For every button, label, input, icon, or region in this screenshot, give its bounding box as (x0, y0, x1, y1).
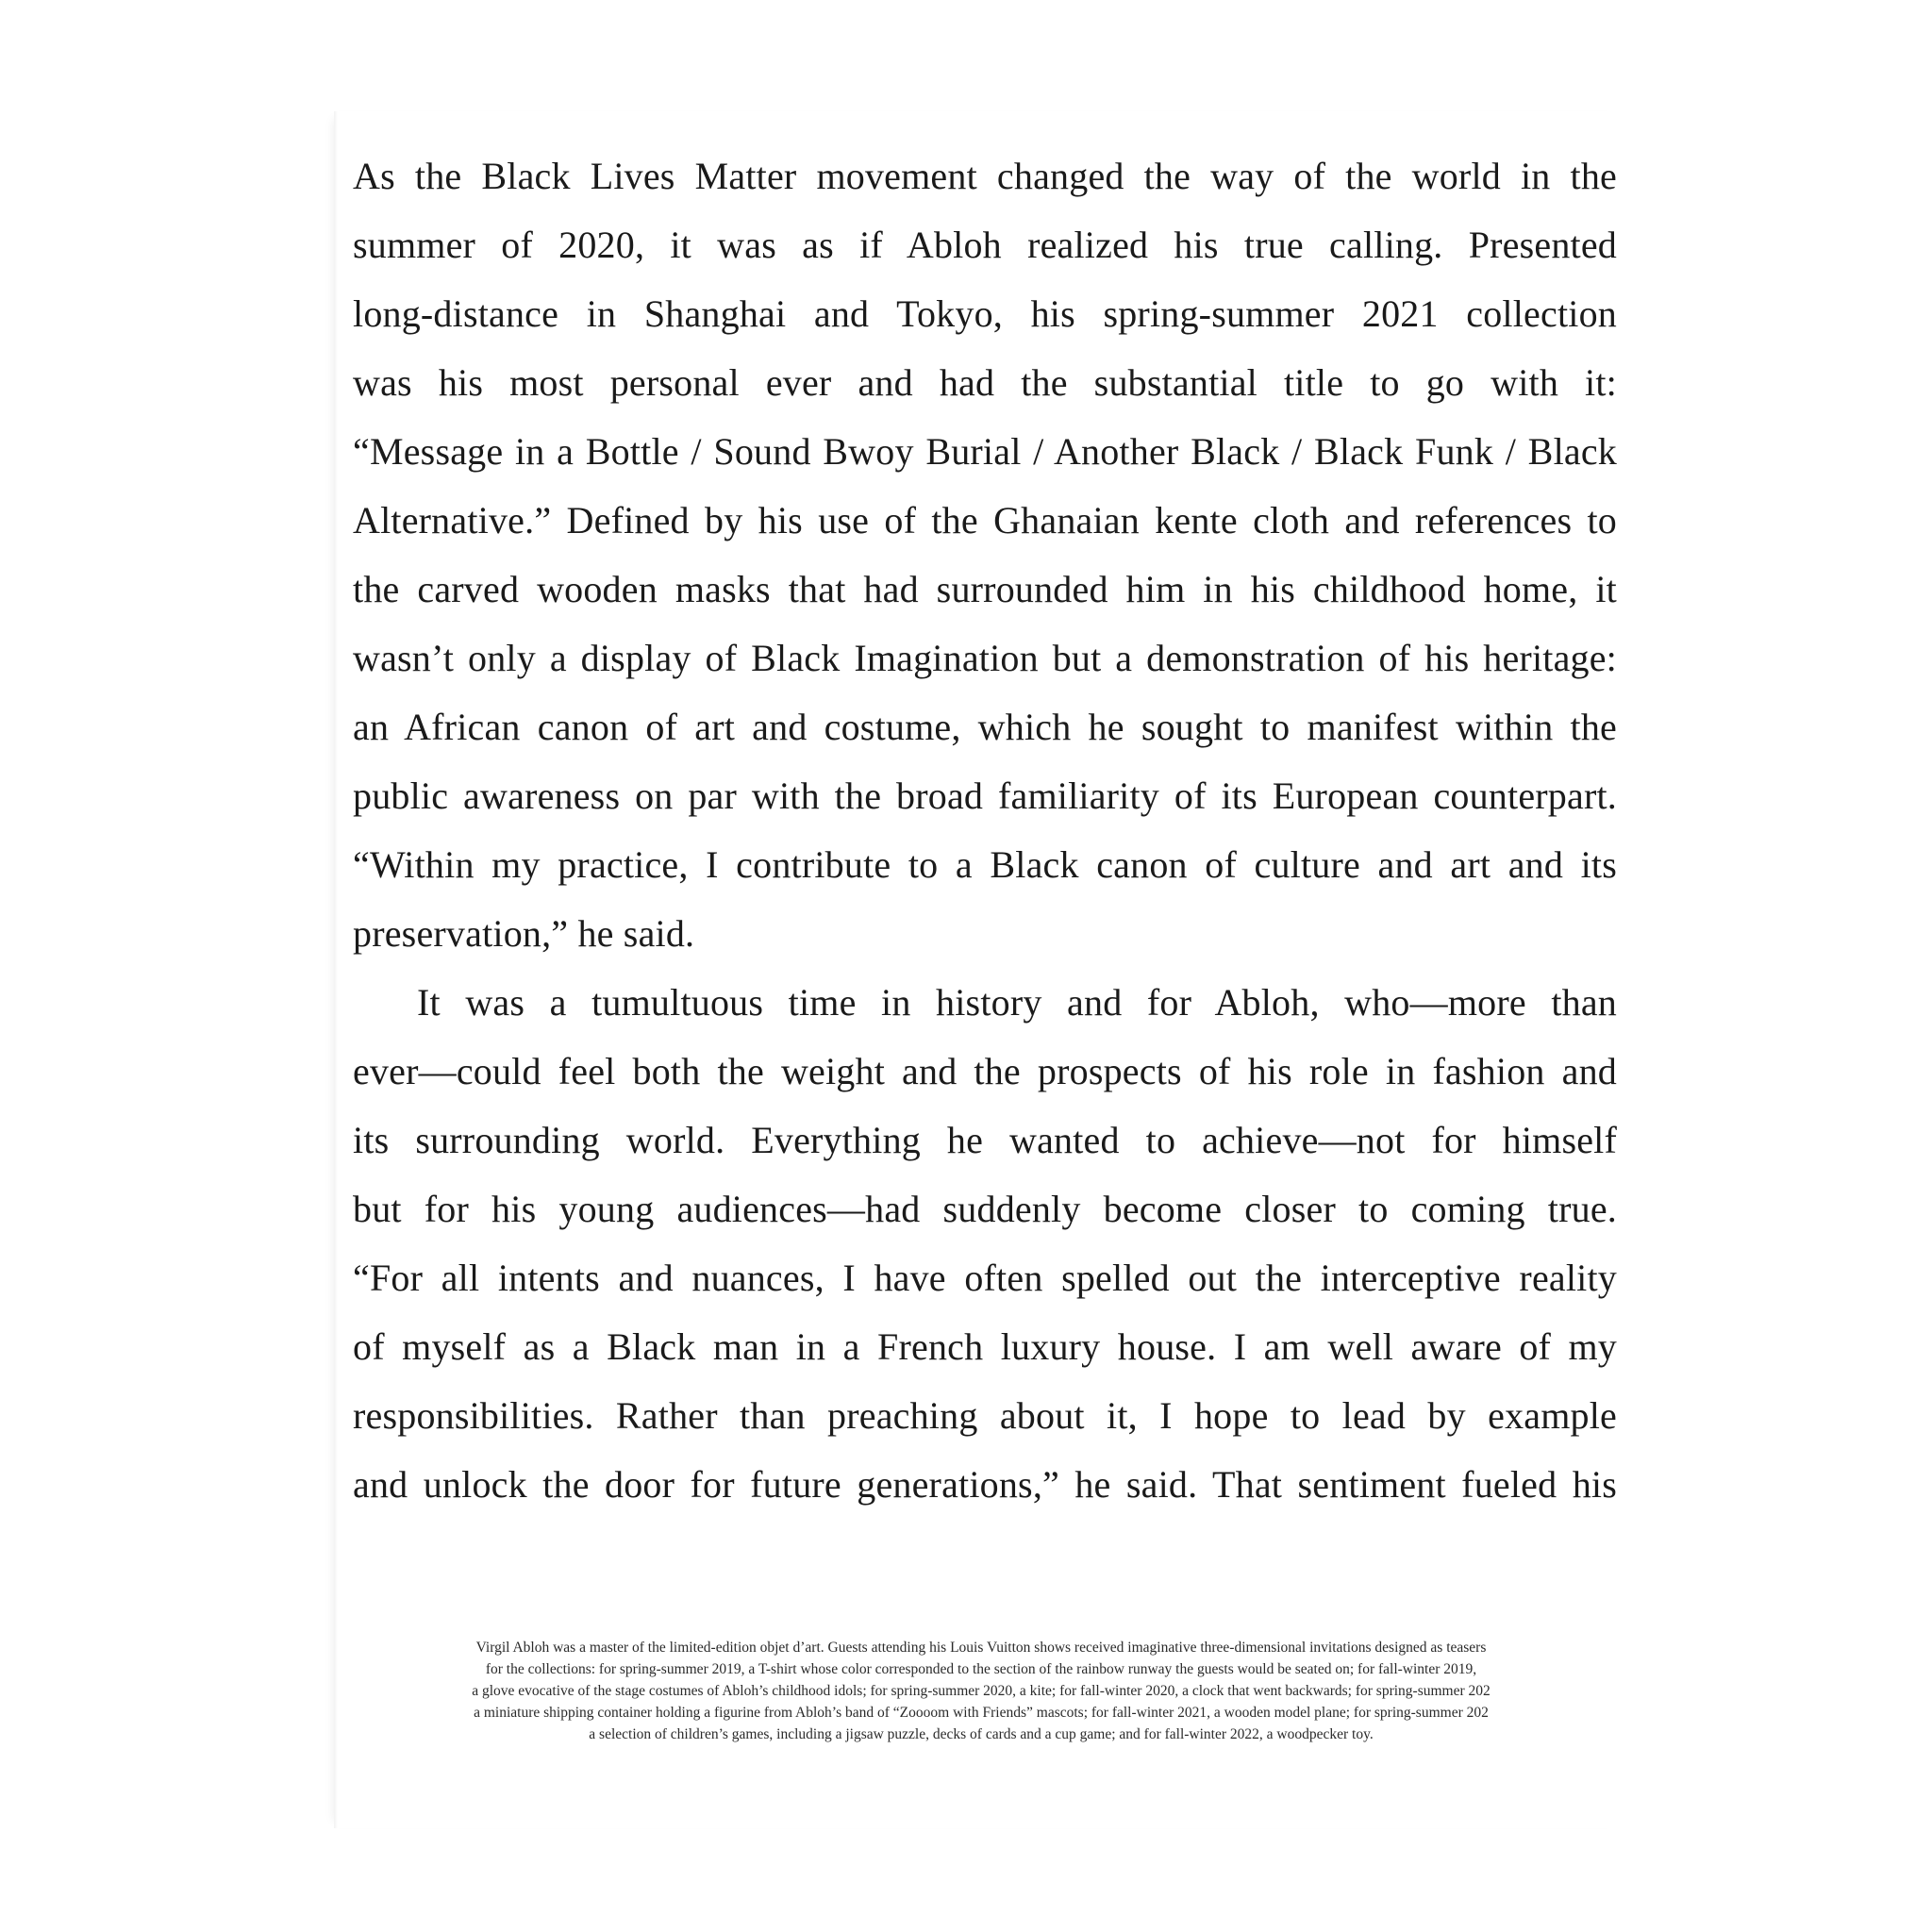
text-line: “Message in a Bottle / Sound Bwoy Burial / Another Black / Black Funk / Black (353, 430, 1617, 473)
caption-line: Virgil Abloh was a master of the limited-edition objet d’art. Guests attending his Louis Vuitton shows received imaginative three-dimensional invitations designed as teasers (475, 1640, 1487, 1656)
text-line: As the Black Lives Matter movement changed the way of the world in the (353, 155, 1617, 197)
caption-line: a glove evocative of the stage costumes of Abloh’s childhood idols; for spring-summer 2020, a kite; for fall-winter 2020, a clock that went backwards; for spring-summer 202 (472, 1683, 1491, 1699)
text-line: wasn’t only a display of Black Imagination but a demonstration of his heritage: (353, 637, 1617, 679)
text-line: summer of 2020, it was as if Abloh realized his true calling. Presented (353, 224, 1617, 266)
text-line: responsibilities. Rather than preaching about it, I hope to lead by example (353, 1394, 1617, 1437)
caption-line: a miniature shipping container holding a figurine from Abloh’s band of “Zoooom with Friends” mascots; for fall-winter 2021, a wooden model plane; for spring-summer 202 (474, 1705, 1489, 1721)
paragraph-2 (353, 968, 1617, 1519)
text-line: preservation,” he said. (353, 912, 695, 955)
paragraph-1 (353, 142, 1617, 968)
text-line: It was a tumultuous time in history and for Abloh, who—more than (417, 981, 1617, 1024)
text-line: long-distance in Shanghai and Tokyo, his spring-summer 2021 collection (353, 292, 1617, 335)
text-line: its surrounding world. Everything he wanted to achieve—not for himself (353, 1119, 1617, 1161)
text-line: “For all intents and nuances, I have often spelled out the interceptive reality (353, 1257, 1617, 1299)
text-line: public awareness on par with the broad familiarity of its European counterpart. (353, 774, 1617, 817)
body-text (353, 142, 1617, 1519)
caption-line: a selection of children’s games, including a jigsaw puzzle, decks of cards and a cup game; and for fall-winter 2022, a woodpecker toy. (589, 1726, 1374, 1742)
text-line: but for his young audiences—had suddenly become closer to coming true. (353, 1188, 1617, 1230)
text-line: “Within my practice, I contribute to a Black canon of culture and art and its (353, 843, 1617, 886)
text-line: of myself as a Black man in a French luxury house. I am well aware of my (353, 1325, 1617, 1368)
text-line: the carved wooden masks that had surrounded him in his childhood home, it (353, 568, 1617, 610)
text-line: was his most personal ever and had the substantial title to go with it: (353, 361, 1617, 404)
text-line: an African canon of art and costume, which he sought to manifest within the (353, 706, 1617, 748)
text-line: ever—could feel both the weight and the prospects of his role in fashion and (353, 1050, 1617, 1092)
caption-line: for the collections: for spring-summer 2019, a T-shirt whose color corresponded to the section of the rainbow runway the guests would be seated on; for fall-winter 2019, (485, 1661, 1477, 1677)
text-line: Alternative.” Defined by his use of the Ghanaian kente cloth and references to (353, 499, 1617, 541)
image-caption (349, 1637, 1613, 1745)
text-line: and unlock the door for future generations,” he said. That sentiment fueled his (353, 1463, 1617, 1506)
page-gutter-shadow (334, 111, 338, 1828)
